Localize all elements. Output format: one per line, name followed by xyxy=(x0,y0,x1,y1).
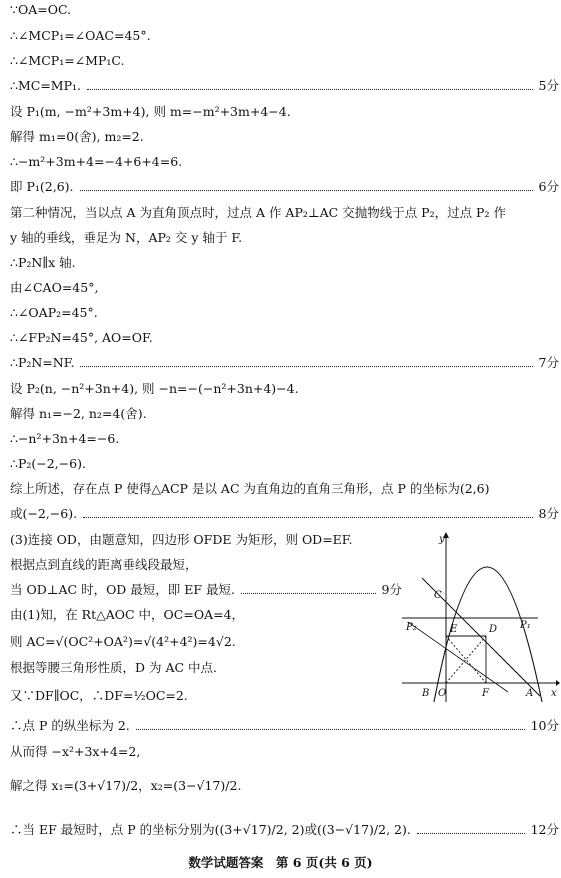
label-p1: P₁ xyxy=(520,620,531,631)
proof-line: 又∵DF∥OC，∴DF=½OC=2. xyxy=(10,688,188,703)
label-e: E xyxy=(450,624,458,635)
leader-dots xyxy=(417,833,525,834)
scored-line xyxy=(10,582,402,598)
leader-dots xyxy=(241,593,376,594)
proof-line: 解得 n₁=−2, n₂=4(舍). xyxy=(10,406,147,421)
proof-line: ∴∠MCP₁=∠MP₁C. xyxy=(10,53,125,68)
scored-line xyxy=(10,355,559,371)
label-f: F xyxy=(482,688,489,699)
proof-line: 解得 m₁=0(舍), m₂=2. xyxy=(10,129,144,144)
proof-line: 根据等腰三角形性质，D 为 AC 中点. xyxy=(10,660,218,675)
page-footer: 数学试题答案 第 6 页(共 6 页) xyxy=(188,855,373,870)
proof-text: ∴MC=MP₁. xyxy=(10,78,81,93)
geometry-figure xyxy=(400,530,560,706)
score-mark: 7分 xyxy=(538,355,559,370)
proof-line: ∴−m²+3m+4=−4+6+4=6. xyxy=(10,154,183,169)
leader-dots xyxy=(80,366,532,367)
score-mark: 12分 xyxy=(530,822,559,837)
proof-line: 根据点到直线的距离垂线段最短， xyxy=(10,557,198,572)
leader-dots xyxy=(80,190,533,191)
proof-line: ∵OA=OC. xyxy=(10,2,72,17)
label-a: A xyxy=(526,688,534,699)
label-c: C xyxy=(434,590,442,601)
proof-text: 当 OD⊥AC 时，OD 最短，即 EF 最短. xyxy=(10,582,236,597)
proof-line: 设 P₂(n, −n²+3n+4), 则 −n=−(−n²+3n+4)−4. xyxy=(10,381,299,396)
proof-text: ∴P₂N=NF. xyxy=(10,355,75,370)
proof-line: ∴∠FP₂N=45°, AO=OF. xyxy=(10,330,153,345)
proof-line: (3)连接 OD，由题意知，四边形 OFDE 为矩形，则 OD=EF. xyxy=(10,532,353,547)
score-mark: 5分 xyxy=(538,78,559,93)
scored-line xyxy=(10,506,559,522)
proof-text: ∴当 EF 最短时，点 P 的坐标分别为((3+√17)/2, 2)或((3−√17)/2, 2). xyxy=(10,822,411,837)
leader-dots xyxy=(136,729,525,730)
scored-line xyxy=(10,78,559,94)
scored-line xyxy=(10,179,559,195)
proof-line: 由(1)知，在 Rt△AOC 中，OC=OA=4， xyxy=(10,607,245,622)
scored-line xyxy=(10,718,559,734)
proof-line: ∴P₂(−2,−6). xyxy=(10,456,86,471)
proof-line: 由∠CAO=45°, xyxy=(10,280,99,295)
proof-line: 则 AC=√(OC²+OA²)=√(4²+4²)=4√2. xyxy=(10,634,236,649)
proof-text: 或(−2,−6). xyxy=(10,506,78,521)
label-y: y xyxy=(439,534,445,545)
score-mark: 10分 xyxy=(530,718,559,733)
leader-dots xyxy=(87,89,533,90)
label-o: O xyxy=(438,688,447,699)
leader-dots xyxy=(83,517,532,518)
proof-line: 设 P₁(m, −m²+3m+4), 则 m=−m²+3m+4−4. xyxy=(10,104,291,119)
scored-line xyxy=(10,822,559,838)
label-p2: P₂ xyxy=(406,622,417,633)
proof-line: y 轴的垂线，垂足为 N，AP₂ 交 y 轴于 F. xyxy=(10,230,243,245)
proof-text: ∴点 P 的纵坐标为 2. xyxy=(10,718,130,733)
proof-line: ∴∠MCP₁=∠OAC=45°. xyxy=(10,28,151,43)
label-b: B xyxy=(422,688,430,699)
score-mark: 8分 xyxy=(538,506,559,521)
proof-line: 综上所述，存在点 P 使得△ACP 是以 AC 为直角边的直角三角形，点 P 的坐标为(2,6) xyxy=(10,481,490,496)
proof-text: 即 P₁(2,6). xyxy=(10,179,74,194)
score-mark: 9分 xyxy=(381,582,402,597)
proof-line: 解之得 x₁=(3+√17)/2，x₂=(3−√17)/2. xyxy=(10,778,242,793)
proof-line: ∴−n²+3n+4=−6. xyxy=(10,431,120,446)
label-d: D xyxy=(489,624,498,635)
score-mark: 6分 xyxy=(538,179,559,194)
label-x: x xyxy=(551,688,557,699)
proof-line: ∴∠OAP₂=45°. xyxy=(10,305,98,320)
proof-line: 从而得 −x²+3x+4=2, xyxy=(10,744,141,759)
proof-line: ∴P₂N∥x 轴. xyxy=(10,255,76,270)
x-axis-arrow xyxy=(556,680,560,686)
proof-line: 第二种情况，当以点 A 为直角顶点时，过点 A 作 AP₂⊥AC 交抛物线于点 P₂，过点 P₂ 作 xyxy=(10,205,506,220)
